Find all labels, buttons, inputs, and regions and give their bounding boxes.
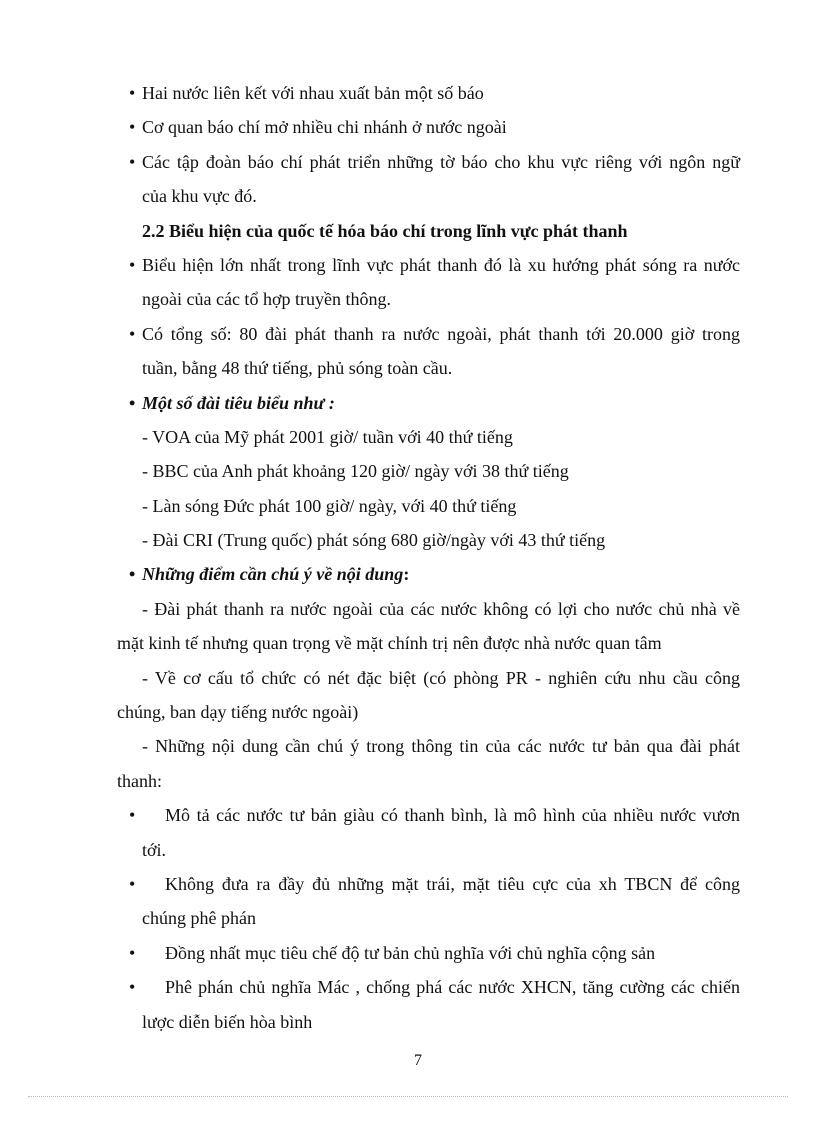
text-line: chúng, ban dạy tiếng nước ngoài) <box>117 702 359 723</box>
sub-bullet-item: • Phê phán chủ nghĩa Mác , chống phá các nước XHCN, tăng cường các chiến <box>0 970 816 1004</box>
bullet-icon: • <box>129 254 136 275</box>
page-number: 7 <box>414 1052 422 1069</box>
page-bottom-divider <box>28 1096 788 1097</box>
paragraph-line: - Những nội dung cần chú ý trong thông tin của các nước tư bản qua đài phát <box>142 736 740 757</box>
bullet-icon: • <box>129 117 136 138</box>
text-line: thanh: <box>117 770 162 791</box>
bullet-item: • Các tập đoàn báo chí phát triển những tờ báo cho khu vực riêng với ngôn ngữ <box>0 145 816 179</box>
dash-item: - Làn sóng Đức phát 100 giờ/ ngày, với 40 thứ tiếng <box>142 495 517 516</box>
bullet-icon: • <box>129 83 136 103</box>
text-line: của khu vực đó. <box>142 186 257 207</box>
bullet-icon: • <box>129 977 136 998</box>
bullet-icon: • <box>129 151 136 172</box>
bullet-icon: • <box>129 873 136 894</box>
bullet-icon: • <box>129 942 136 963</box>
text-line: mặt kinh tế nhưng quan trọng về mặt chính trị nên được nhà nước quan tâm <box>117 633 662 654</box>
paragraph-line: - Về cơ cấu tổ chức có nét đặc biệt (có phòng PR - nghiên cứu nhu cầu công <box>142 667 740 688</box>
sub-bullet-item: • Đồng nhất mục tiêu chế độ tư bản chủ nghĩa với chủ nghĩa cộng sản <box>0 936 816 970</box>
bullet-item: • Cơ quan báo chí mở nhiều chi nhánh ở nước ngoài <box>0 110 816 144</box>
section-heading: 2.2 Biểu hiện của quốc tế hóa báo chí trong lĩnh vực phát thanh <box>142 220 628 241</box>
document-page <box>0 76 816 1039</box>
bullet-item: • Có tổng số: 80 đài phát thanh ra nước ngoài, phát thanh tới 20.000 giờ trong <box>0 317 816 351</box>
text-line: lược diễn biến hòa bình <box>142 1011 313 1032</box>
bullet-subheading: • Những điểm cần chú ý về nội dung: <box>0 557 816 591</box>
sub-bullet-item: • Không đưa ra đầy đủ những mặt trái, mặt tiêu cực của xh TBCN để công <box>0 867 816 901</box>
text-line: ngoài của các tổ hợp truyền thông. <box>142 289 391 310</box>
dash-item: - VOA của Mỹ phát 2001 giờ/ tuần với 40 thứ tiếng <box>142 426 513 447</box>
bullet-item: • Hai nước liên kết với nhau xuất bản một số báo <box>0 76 816 110</box>
text-line: chúng phê phán <box>142 908 256 929</box>
bullet-icon: • <box>129 805 136 826</box>
dash-item: - BBC của Anh phát khoảng 120 giờ/ ngày với 38 thứ tiếng <box>142 461 569 482</box>
sub-bullet-item: • Mô tả các nước tư bản giàu có thanh bình, là mô hình của nhiều nước vươn <box>0 798 816 832</box>
bullet-subheading: • Một số đài tiêu biểu như : <box>0 386 816 420</box>
text-line: tuần, bằng 48 thứ tiếng, phủ sóng toàn cầu. <box>142 358 453 379</box>
bullet-icon: • <box>129 392 136 413</box>
paragraph-line: - Đài phát thanh ra nước ngoài của các nước không có lợi cho nước chủ nhà về <box>142 598 740 619</box>
bullet-icon: • <box>129 564 136 585</box>
dash-item: - Đài CRI (Trung quốc) phát sóng 680 giờ/ngày với 43 thứ tiếng <box>142 530 606 551</box>
text-line: tới. <box>142 839 167 860</box>
bullet-item: • Biểu hiện lớn nhất trong lĩnh vực phát thanh đó là xu hướng phát sóng ra nước <box>0 248 816 282</box>
bullet-icon: • <box>129 323 136 344</box>
